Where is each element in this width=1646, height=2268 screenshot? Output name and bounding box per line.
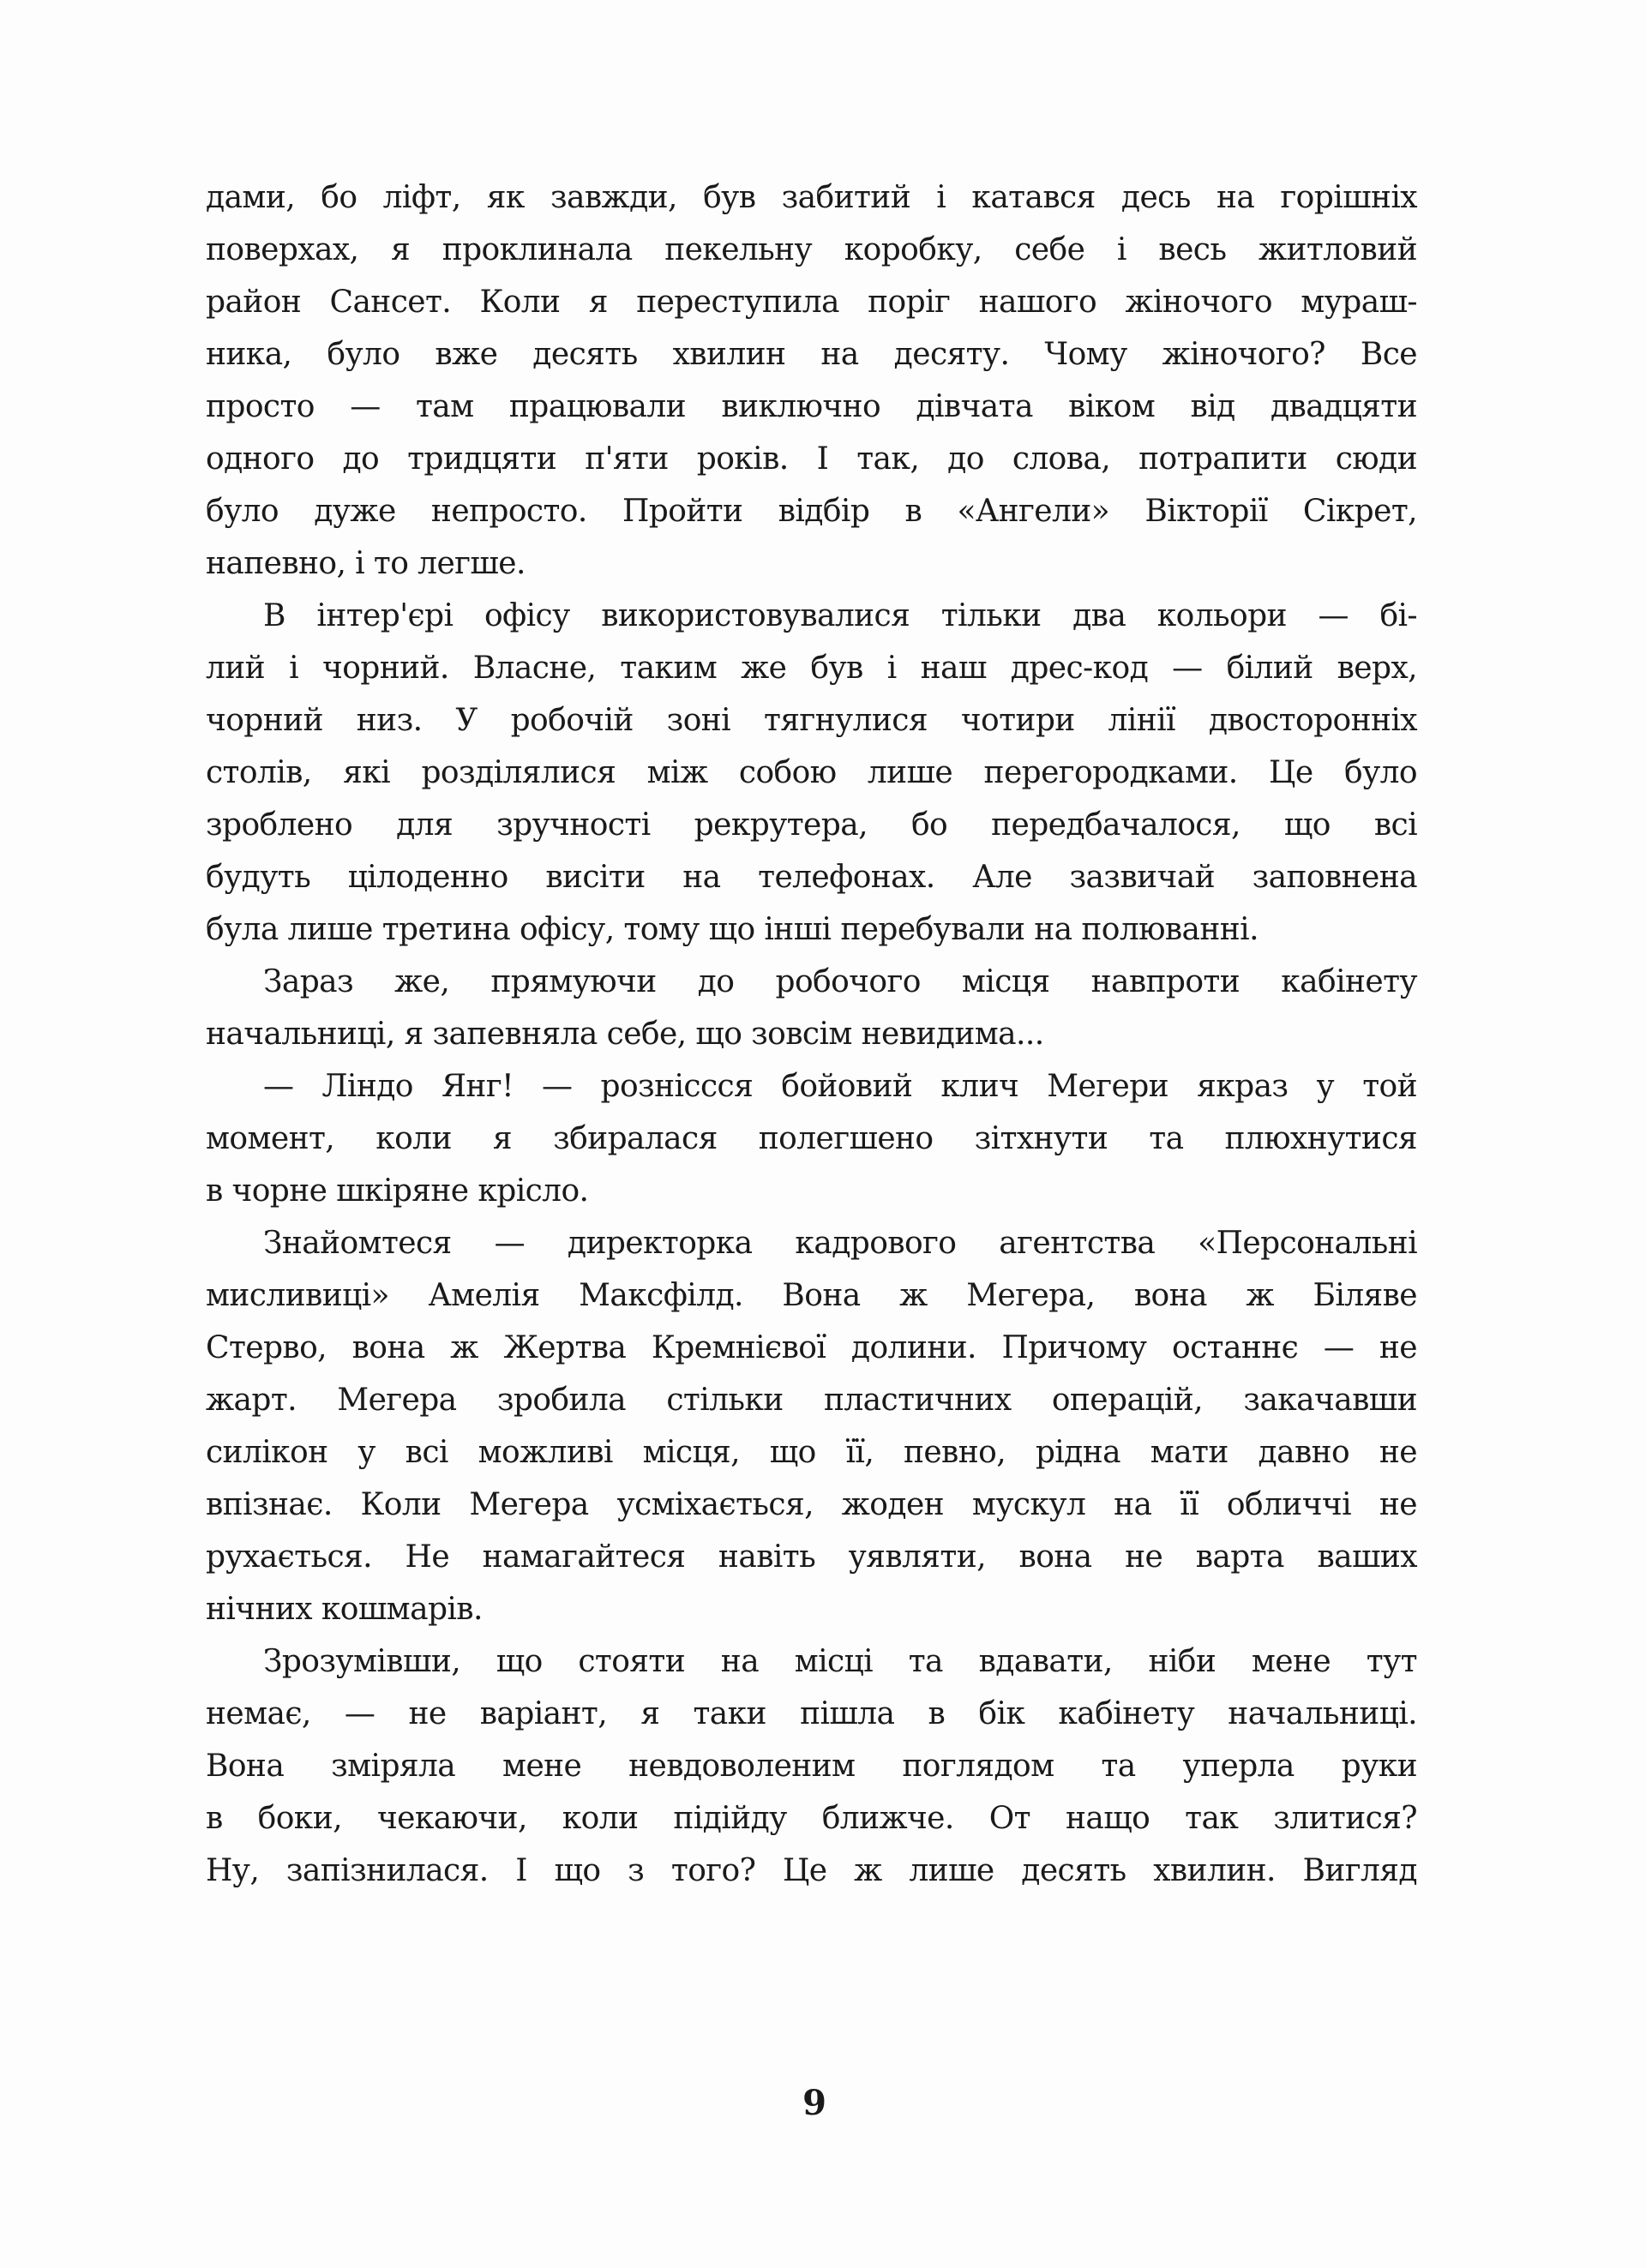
text-line: було дуже непросто. Пройти відбір в «Ангели» Вікторії Сікрет,: [206, 494, 1417, 529]
text-line: столів, які розділялися між собою лише перегородками. Це було: [206, 755, 1417, 790]
text-line: поверхах, я проклинала пекельну коробку, себе і весь житловий: [206, 232, 1417, 267]
text-line: рухається. Не намагайтеся навіть уявляти, вона не варта ваших: [206, 1539, 1417, 1575]
text-line: немає, — не варіант, я таки пішла в бік кабінету начальниці.: [206, 1696, 1417, 1731]
text-line: просто — там працювали виключно дівчата віком від двадцяти: [206, 389, 1417, 424]
text-line: начальниці, я запевняла себе, що зовсім невидима...: [206, 1017, 1044, 1052]
text-line: будуть цілоденно висіти на телефонах. Але зазвичай заповнена: [206, 860, 1417, 895]
text-line: Вона зміряла мене невдоволеним поглядом та уперла руки: [206, 1749, 1417, 1784]
page-number: 9: [802, 2083, 826, 2123]
text-line: чорний низ. У робочій зоні тягнулися чотири лінії двосторонніх: [206, 703, 1417, 738]
text-line: В інтер'єрі офісу використовувалися тільки два кольори — бі-: [263, 598, 1417, 633]
text-line: в боки, чекаючи, коли підійду ближче. От нащо так злитися?: [206, 1801, 1417, 1836]
text-line: Зрозумівши, що стояти на місці та вдавати, ніби мене тут: [263, 1644, 1417, 1679]
text-line: — Ліндо Янг! — розніссся бойовий клич Мегери якраз у той: [263, 1069, 1417, 1104]
text-line: мисливиці» Амелія Максфілд. Вона ж Мегера, вона ж Біляве: [206, 1278, 1417, 1313]
text-line: жарт. Мегера зробила стільки пластичних операцій, закачавши: [206, 1383, 1417, 1418]
text-line: Зараз же, прямуючи до робочого місця навпроти кабінету: [263, 964, 1417, 999]
text-line: Ну, запізнилася. І що з того? Це ж лише десять хвилин. Вигляд: [206, 1853, 1417, 1888]
text-line: дами, бо ліфт, як завжди, був забитий і катався десь на горішніх: [206, 180, 1417, 215]
text-line: в чорне шкіряне крісло.: [206, 1173, 589, 1209]
text-line: район Сансет. Коли я переступила поріг нашого жіночого мураш-: [206, 285, 1417, 320]
text-line: лий і чорний. Власне, таким же був і наш дрес-код — білий верх,: [206, 651, 1417, 686]
text-line: Стерво, вона ж Жертва Кремнієвої долини. Причому останнє — не: [206, 1330, 1417, 1365]
body-text: [206, 171, 1417, 1897]
text-line: була лише третина офісу, тому що інші перебували на полюванні.: [206, 912, 1259, 947]
text-line: одного до тридцяти п'яти років. І так, до слова, потрапити сюди: [206, 441, 1417, 477]
text-line: ника, було вже десять хвилин на десяту. Чому жіночого? Все: [206, 337, 1417, 372]
text-line: зроблено для зручності рекрутера, бо передбачалося, що всі: [206, 807, 1417, 843]
text-line: впізнає. Коли Мегера усміхається, жоден мускул на її обличчі не: [206, 1487, 1417, 1522]
text-line: Знайомтеся — директорка кадрового агентства «Персональні: [263, 1226, 1417, 1261]
text-line: напевно, і то легше.: [206, 546, 526, 581]
text-line: силікон у всі можливі місця, що її, певно, рідна мати давно не: [206, 1435, 1417, 1470]
text-line: нічних кошмарів.: [206, 1592, 483, 1627]
text-line: момент, коли я збиралася полегшено зітхнути та плюхнутися: [206, 1121, 1417, 1156]
